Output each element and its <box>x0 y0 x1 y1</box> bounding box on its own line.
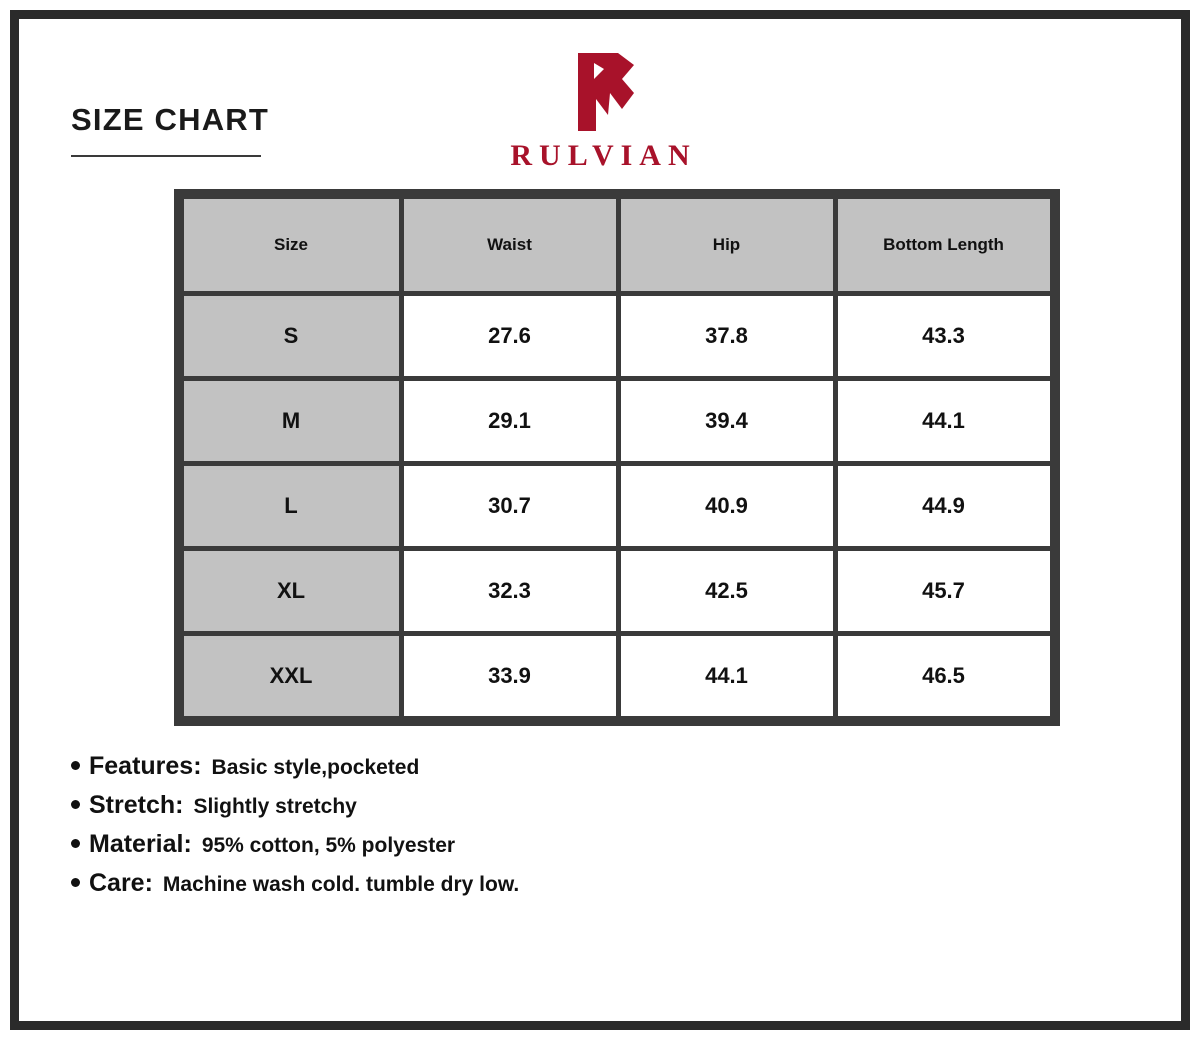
note-label: Stretch: <box>89 791 184 819</box>
cell-size: XXL <box>184 636 399 716</box>
list-item <box>71 791 1181 820</box>
cell-hip: 44.1 <box>621 636 833 716</box>
column-header-bottom-length: Bottom Length <box>838 199 1050 291</box>
cell-waist: 33.9 <box>404 636 616 716</box>
rulvian-monogram-icon <box>548 49 652 135</box>
cell-waist: 27.6 <box>404 296 616 376</box>
table-row <box>184 296 1050 376</box>
cell-waist: 32.3 <box>404 551 616 631</box>
header <box>19 19 1181 179</box>
cell-size: S <box>184 296 399 376</box>
cell-bottom-length: 46.5 <box>838 636 1050 716</box>
cell-hip: 39.4 <box>621 381 833 461</box>
cell-bottom-length: 45.7 <box>838 551 1050 631</box>
product-notes-list <box>71 752 1181 898</box>
cell-size: M <box>184 381 399 461</box>
cell-hip: 40.9 <box>621 466 833 546</box>
column-header-waist: Waist <box>404 199 616 291</box>
list-item <box>71 830 1181 859</box>
note-value: Basic style,pocketed <box>211 756 420 779</box>
cell-hip: 42.5 <box>621 551 833 631</box>
cell-bottom-length: 44.1 <box>838 381 1050 461</box>
list-item <box>71 752 1181 781</box>
size-table <box>174 189 1060 726</box>
note-label: Material: <box>89 830 192 858</box>
note-value: Machine wash cold. tumble dry low. <box>162 873 520 896</box>
cell-size: XL <box>184 551 399 631</box>
page-border-frame <box>10 10 1190 1030</box>
cell-size: L <box>184 466 399 546</box>
bullet-icon <box>71 761 80 770</box>
table-header-row <box>184 199 1050 291</box>
note-label: Features: <box>89 752 202 780</box>
page-title: SIZE CHART <box>71 102 269 137</box>
table-row <box>184 466 1050 546</box>
brand-logo <box>19 49 1181 173</box>
list-item <box>71 869 1181 898</box>
table-row <box>184 381 1050 461</box>
column-header-hip: Hip <box>621 199 833 291</box>
cell-bottom-length: 43.3 <box>838 296 1050 376</box>
note-value: 95% cotton, 5% polyester <box>201 834 456 857</box>
cell-waist: 29.1 <box>404 381 616 461</box>
cell-waist: 30.7 <box>404 466 616 546</box>
cell-bottom-length: 44.9 <box>838 466 1050 546</box>
table-row <box>184 551 1050 631</box>
note-label: Care: <box>89 869 153 897</box>
bullet-icon <box>71 839 80 848</box>
bullet-icon <box>71 800 80 809</box>
table-row <box>184 636 1050 716</box>
size-table-wrapper <box>174 189 1027 726</box>
bullet-icon <box>71 878 80 887</box>
brand-wordmark: RULVIAN <box>510 139 697 172</box>
note-value: Slightly stretchy <box>193 795 357 818</box>
column-header-size: Size <box>184 199 399 291</box>
cell-hip: 37.8 <box>621 296 833 376</box>
